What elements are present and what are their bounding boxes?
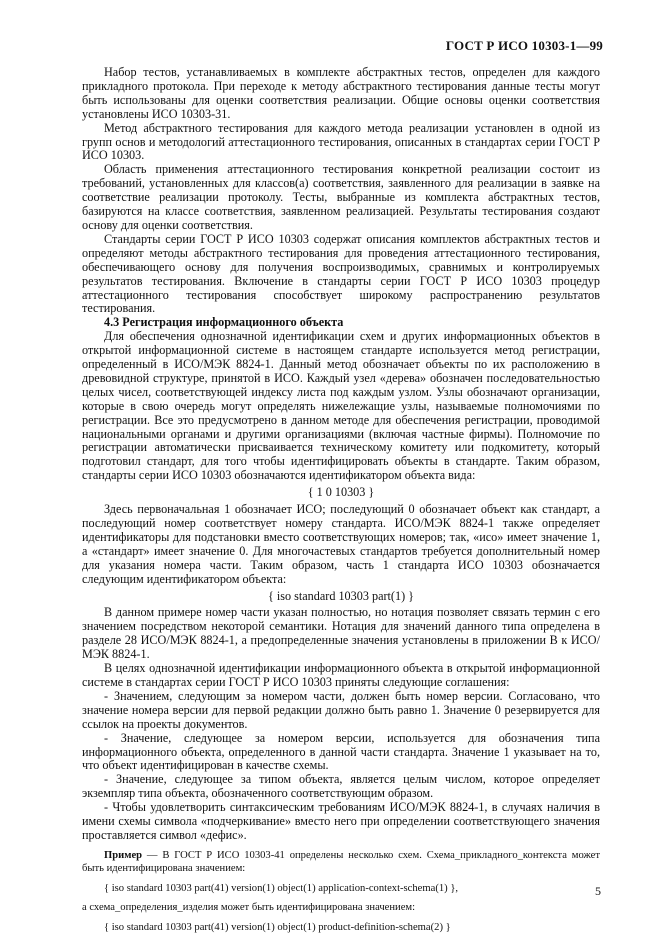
paragraph: В целях однозначной идентификации информационного объекта в открытой информационной системе в стандартах серии ГОСТ Р ИСО 10303 приняты следующие соглашения: bbox=[82, 661, 600, 689]
paragraph: Набор тестов, устанавливаемых в комплекте абстрактных тестов, определен для каждого прикладного протокола. При переходе к методу абстрактного тестирования данные тесты могут быть использованы для оценки соответствия реализации. Общие основы оценки соответствия установлены ИСО 10303-31. bbox=[82, 65, 600, 121]
paragraph: Здесь первоначальная 1 обозначает ИСО; последующий 0 обозначает объект как стандарт, а последующий номер соответствует номеру стандарта. ИСО/МЭК 8824-1 также определяет идентификаторы для подстановки вместо соответствующих номеров; так, «исо» имеет значение 1, а «стандарт» имеет значение 0. Для многочастевых стандартов требуется дополнительный номер для указания номера части. Таким образом, часть 1 стандарта ИСО 10303 обозначается следующим идентификатором объекта: bbox=[82, 502, 600, 586]
list-item: - Значение, следующее за номером версии, используется для обозначения типа информационного объекта, определенного в данной части стандарта. Значение 1 указывает на то, что объект идентифицирован в качестве схемы. bbox=[82, 730, 600, 773]
document-header: ГОСТ Р ИСО 10303-1—99 bbox=[445, 38, 603, 53]
list-item: - Чтобы удовлетворить синтаксическим требованиям ИСО/МЭК 8824-1, в случаях наличия в имени схемы символа «подчеркивание» вместо него при определении соответствующего значения проставляется символ «дефис». bbox=[82, 800, 600, 842]
example-code: { iso standard 10303 part(41) version(1) object(1) product-definition-schema(2) } bbox=[104, 921, 451, 933]
object-identifier-formula: { iso standard 10303 part(1) } bbox=[267, 588, 415, 603]
object-identifier-formula: { 1 0 10303 } bbox=[307, 485, 375, 500]
paragraph: Метод абстрактного тестирования для каждого метода реализации установлен в одной из групп основ и методологий аттестационного тестирования, описанных в стандартах серии ГОСТ Р ИСО 10303. bbox=[82, 120, 600, 163]
example-block bbox=[82, 849, 600, 934]
paragraph: Стандарты серии ГОСТ Р ИСО 10303 содержат описания комплектов абстрактных тестов и определяют методы абстрактного тестирования для проведения аттестационного тестирования, обеспечивающего основу для получения воспроизводимых, сравнимых и контролируемых результатов тестирования. Включение в стандарты серии ГОСТ Р ИСО 10303 процедур аттестационного тестирования способствует широкому распространению результатов тестирования. bbox=[82, 231, 600, 316]
paragraph: В данном примере номер части указан полностью, но нотация позволяет связать термин с его значением посредством некоторой семантики. Нотация для значений данного типа определена в разделе 28 ИСО/МЭК 8824-1, а предопределенные значения установлены в приложении В к ИСО/МЭК 8824-1. bbox=[82, 605, 600, 662]
list-item: - Значение, следующее за типом объекта, является целым числом, которое определяет экземпляр типа объекта, обозначенного соответствующим образом. bbox=[82, 772, 600, 801]
example-text: — В ГОСТ Р ИСО 10303-41 определены несколько схем. Схема_прикладного_контекста может быть идентифицирована значением: bbox=[82, 849, 600, 874]
example-intro bbox=[82, 849, 600, 875]
document-body bbox=[82, 66, 600, 940]
paragraph: Для обеспечения однозначной идентификации схем и других информационных объектов в открытой информационной системе в настоящем стандарте используется метод регистрации, определенный в ИСО/МЭК 8824-1. Данный метод обозначает объекты по их расположению в древовидной структуре, принятой в ИСО. Каждый узел «дерева» обозначен последовательностью целых чисел, соответствующей индексу листа под каждым узлом. Узлы обозначают организации, которые в свою очередь могут определять нижележащие узлы, называемые полномочиями по регистрации. Все это предусмотрено в данном методе для обеспечения регистрации, проводимой национальными органами и другими организациями (включая частные фирмы). Полномочие по регистрации автоматически присваивается техническому комитету или подкомитету, который подготовил стандарт, для того чтобы идентифицировать объекты в стандарте. Таким образом, стандарты серии ИСО 10303 обозначаются идентификатором объекта вида: bbox=[82, 329, 600, 483]
list-item: - Значением, следующим за номером части, должен быть номер версии. Согласовано, что значение номера версии для первой редакции должно быть равно 1. Значение 0 резервируется для ссылок на проекты документов. bbox=[82, 688, 600, 731]
paragraph: Область применения аттестационного тестирования конкретной реализации состоит из требований, установленных для классов(а) соответствия, заявленного для реализации в заявке на соответствие реализации протоколу. Тесты, выбранные из комплекта абстрактных тестов, базируются на классе соответствия, заявленном реализацией. Результаты тестирования создают основу для оценки соответствия. bbox=[82, 162, 600, 232]
example-label: Пример bbox=[104, 849, 143, 861]
section-title: 4.3 Регистрация информационного объекта bbox=[104, 315, 344, 330]
example-code: { iso standard 10303 part(41) version(1) object(1) application-context-schema(1) }, bbox=[104, 882, 459, 894]
page-number: 5 bbox=[595, 884, 601, 898]
example-middle-text: а схема_определения_изделия может быть идентифицирована значением: bbox=[82, 901, 416, 913]
